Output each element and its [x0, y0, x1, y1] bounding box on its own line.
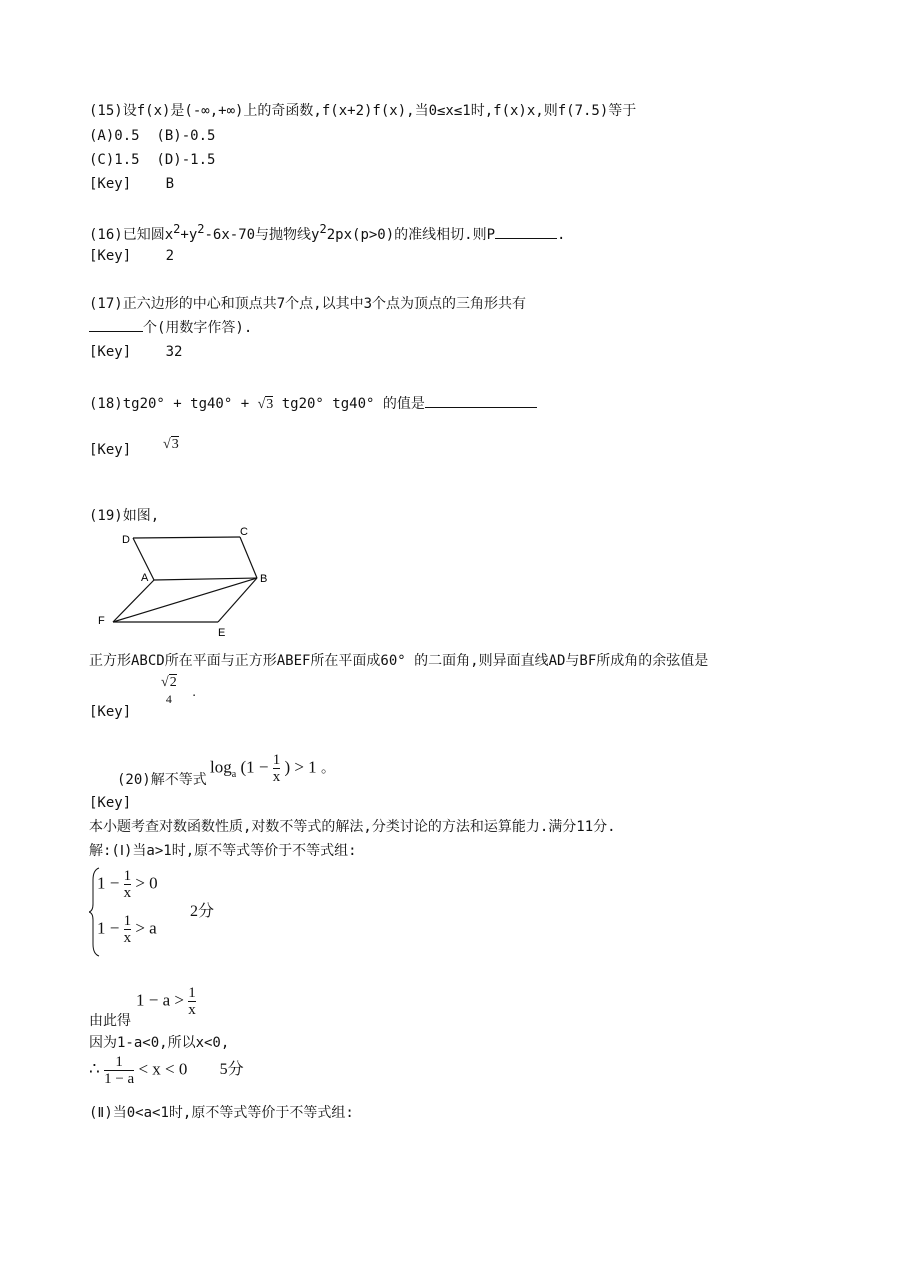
q15-options-1: (A)0.5 (B)-0.5: [89, 128, 216, 144]
fraction-1-over-x: [124, 913, 132, 946]
q20-intro: (20)解不等式: [117, 772, 207, 788]
q16-sup1: 2: [173, 222, 181, 236]
answer-blank: [89, 319, 143, 332]
answer-blank: [425, 395, 537, 408]
sys2-post: > a: [135, 918, 157, 938]
numerator: 1: [123, 868, 132, 884]
score-2: 2分: [190, 903, 215, 920]
key-value: 32: [165, 344, 183, 360]
edge-cb: [240, 537, 257, 578]
fraction-1-over-x: [273, 752, 281, 785]
sqrt-arg: 3: [171, 437, 179, 452]
q20-case1: 解:(Ⅰ)当a>1时,原不等式等价于不等式组:: [89, 843, 357, 859]
q20-case2: (Ⅱ)当0<a<1时,原不等式等价于不等式组:: [89, 1105, 354, 1121]
q18-post: tg20° tg40° 的值是: [281, 396, 425, 412]
q19-figure: [95, 525, 280, 640]
q16-key: [89, 247, 174, 265]
key-label: [Key]: [89, 176, 132, 192]
fraction-1-over-x: [188, 985, 196, 1018]
q17-line2: [89, 319, 252, 337]
key-post: .: [192, 684, 196, 700]
q15-key: [89, 175, 174, 193]
q19-key-answer: [161, 675, 196, 707]
numerator: 1: [272, 752, 281, 768]
end-mark: 。: [320, 761, 335, 777]
q19-text: 正方形ABCD所在平面与正方形ABEF所在平面成60° 的二面角,则异面直线AD与BF所成角的余弦值是: [89, 653, 709, 669]
therefore-sign: ∴: [89, 1059, 100, 1079]
q18-text: [89, 395, 537, 414]
label-e: E: [218, 627, 226, 639]
q16-text: [89, 222, 566, 244]
system-line-1: [97, 868, 158, 901]
q16-mid2: -6x-70与抛物线y: [204, 227, 320, 243]
sys1-post: > 0: [135, 873, 158, 893]
q16-mid3: 2px(p>0)的准线相切.则P: [326, 227, 496, 243]
fraction-1-over-1-minus-a: [104, 1054, 134, 1087]
therefore-line: [89, 1054, 244, 1087]
q17-key: [89, 343, 182, 361]
because-line: 因为1-a<0,所以x<0,: [89, 1035, 230, 1051]
label-a: A: [141, 572, 149, 584]
label-c: C: [240, 526, 248, 538]
answer-fraction: [161, 675, 177, 707]
log-base: a: [231, 768, 237, 780]
fraction-1-over-x: [124, 868, 132, 901]
label-d: D: [122, 534, 130, 546]
therefore-post: < x < 0: [138, 1059, 188, 1079]
label-b: B: [260, 573, 268, 585]
q18-pre: (18)tg20° + tg40° +: [89, 396, 250, 412]
score-5: 5分: [219, 1061, 244, 1079]
sys1-pre: 1 −: [97, 873, 120, 893]
derive-lhs: 1 − a >: [136, 990, 184, 1010]
log: log: [210, 757, 232, 777]
denominator: x: [123, 885, 132, 901]
q18-key-sqrt: √3: [163, 437, 179, 452]
edge-ab: [154, 578, 257, 580]
edge-eb: [218, 578, 257, 622]
q17-line1: (17)正六边形的中心和顶点共7个点,以其中3个点为顶点的三角形共有: [89, 296, 526, 312]
system-line-2: [97, 913, 157, 946]
denominator: x: [123, 930, 132, 946]
denominator: x: [188, 1002, 196, 1018]
q17-line2-post: 个(用数字作答).: [143, 320, 253, 336]
sqrt-arg: 3: [266, 397, 274, 412]
sqrt-arg: 2: [169, 675, 177, 690]
q18-key-label: [Key]: [89, 442, 132, 458]
denominator: x: [272, 769, 281, 785]
sqrt-3: √3: [257, 397, 274, 412]
sys2-pre: 1 −: [97, 918, 120, 938]
derive-label: 由此得: [89, 1013, 131, 1029]
q16-pre: (16)已知圆x: [89, 227, 174, 243]
derive-expr: [136, 985, 196, 1018]
q15-options-2: (C)1.5 (D)-1.5: [89, 152, 216, 168]
edge-dc: [133, 537, 240, 538]
expr-close: ) > 1: [284, 757, 317, 777]
q20-key-label: [Key]: [89, 795, 132, 811]
q20-inequality: [210, 752, 335, 785]
numerator: 1: [123, 913, 132, 929]
q15-text: (15)设f(x)是(-∞,+∞)上的奇函数,f(x+2)f(x),当0≤x≤1时,f(x)x,则f(7.5)等于: [89, 103, 637, 119]
q20-desc: 本小题考查对数函数性质,对数不等式的解法,分类讨论的方法和运算能力.满分11分.: [89, 819, 616, 835]
numerator: √2: [161, 675, 177, 690]
q19-intro: (19)如图,: [89, 508, 160, 524]
key-label: [Key]: [89, 344, 132, 360]
key-value: 2: [165, 248, 175, 264]
answer-blank: [495, 226, 557, 239]
q19-key-label: [Key]: [89, 704, 132, 720]
q16-sup2: 2: [197, 222, 205, 236]
q16-mid1: +y: [180, 227, 198, 243]
expr-open: (1 −: [240, 757, 269, 777]
denominator: 1 − a: [104, 1071, 135, 1087]
denominator: 4: [165, 692, 172, 706]
q16-post: .: [557, 227, 566, 243]
label-f: F: [98, 615, 105, 627]
numerator: 1: [115, 1054, 123, 1070]
numerator: 1: [188, 985, 196, 1001]
q16-sup3: 2: [319, 222, 327, 236]
key-label: [Key]: [89, 248, 132, 264]
key-value: B: [165, 176, 175, 192]
